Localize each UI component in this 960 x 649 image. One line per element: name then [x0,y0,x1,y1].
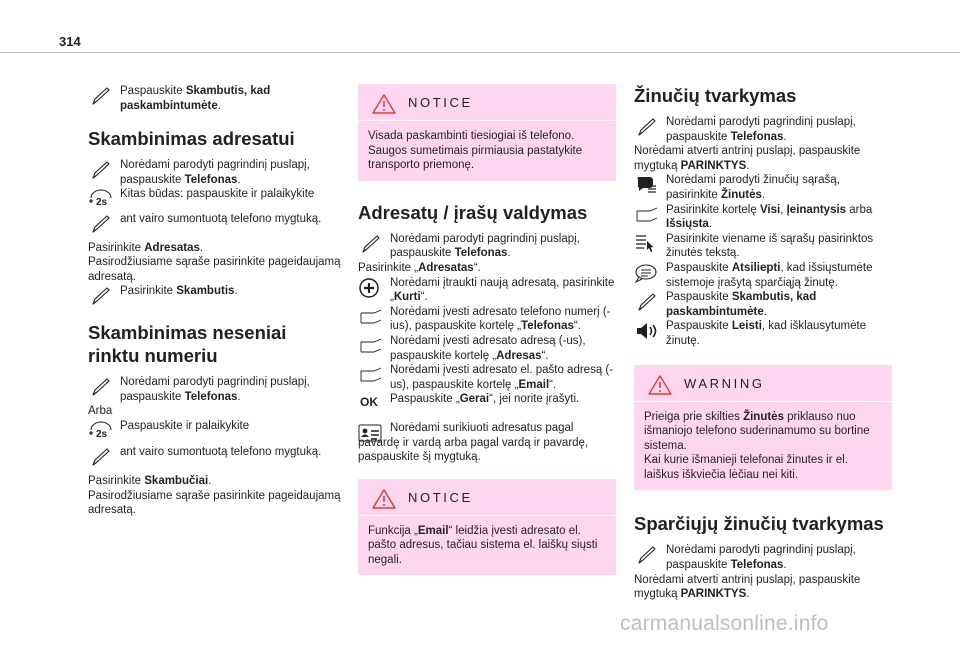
notice-box-2 [358,479,616,576]
text: . [237,173,241,186]
text: Pasirinkite [88,474,145,487]
text: Norėdami parodyti pagrindinį puslapį, paspauskite [120,159,310,186]
text: Norėdami įvesti adresato telefono numerį (-ius), paspauskite kortelę „ [390,305,611,333]
text: Pasirinkite „ [358,261,419,274]
notice-header [368,487,606,511]
top-divider [0,52,960,53]
step-address-tab [358,334,616,363]
para-options-2 [634,573,892,602]
text: Pasirinkite kortelę [666,203,760,216]
step-call [634,290,892,319]
bold-text: Telefonas [184,173,238,186]
speaker-icon [634,320,660,342]
text: . [199,241,204,254]
pen-icon [358,233,384,255]
bold-text: Gerai [459,393,490,406]
text: . [746,159,750,172]
bold-text: Kurti [393,291,421,304]
step-tabs [634,203,892,232]
bold-text: Įeinantysis [786,203,847,216]
text: Norėdami įvesti adresato el. pašto adresą (-us), paspauskite kortelę „ [390,364,614,391]
text: Norėdami atverti antrinį puslapį, paspauskite mygtuką [634,573,861,601]
sort-contacts-icon [358,422,384,444]
text: . [237,390,241,403]
text: Paspauskite „ [390,393,460,406]
bold-text: Skambučiai [144,474,209,487]
tab-card-icon [358,306,384,328]
step-sort [358,421,616,465]
pen-icon [634,544,660,566]
message-list-icon [634,174,660,196]
text: “ leidžia įvesti adresato el. pašto adresus, tačiau sistema el. laiškų siųsti negali. [368,524,598,566]
step-ok [358,392,616,410]
text: Paspauskite [666,261,732,274]
bold-text: Adresas [496,349,542,362]
notice-divider [358,120,616,121]
column-1 [88,84,346,518]
text: Pasirinkite [88,241,145,254]
text: arba [846,203,873,216]
heading-quick-messages: Sparčiųjų žinučių tvarkymas [634,513,884,535]
notice-header [368,92,606,116]
text: Paspauskite [120,85,186,97]
step-call [88,84,346,113]
text: Pasirodžiusiame sąraše pasirinkite pageidaujamą adresatą. [88,256,341,283]
text: . [783,559,787,572]
pen-icon [88,446,114,468]
text: . [761,188,766,201]
watermark: carmanualsonline.info [620,612,829,635]
text: Paspauskite [666,320,732,333]
select-list-icon [634,233,660,255]
bold-text: Adresatas [144,241,200,254]
notice-text: Visada paskambinti tiesiogiai iš telefono. Saugos sumetimais pirmiausia pastatykite transporto priemonę. [368,130,583,172]
badge-2s-label: 2s [96,428,108,440]
bold-text: Telefonas [730,559,784,572]
bold-text: Išsiųsta [666,218,709,231]
heading-messages: Žinučių tvarkymas [634,85,797,106]
bold-text: Skambutis [176,285,235,298]
phone-2s-icon [88,188,114,210]
text: . [708,218,713,231]
text: “. [549,378,557,391]
text: . [783,130,787,143]
pen-icon [88,376,114,398]
bold-text: Žinutės [743,410,784,423]
step-show-home-2 [634,543,892,572]
notice-text [368,524,606,568]
step-press-hold-2 [88,419,346,440]
warning-divider [634,401,892,402]
para-options [634,144,892,173]
heading-contacts: Adresatų / įrašų valdymas [358,201,588,223]
phone-2s-icon [88,420,114,442]
step-steering-button [88,212,346,227]
bold-text: Email [518,378,550,391]
text: Norėdami parodyti pagrindinį puslapį, paspauskite [666,544,856,572]
warning-triangle-icon [372,94,396,114]
step-show-home [358,232,616,261]
text: , kad išklausytumėte žinutę. [666,320,867,347]
bold-text: Skambutis, kad paskambintumėte [120,85,271,112]
text: , kad išsiųstumėte sistemoje įrašytą sparčiąją žinutę. [666,261,873,289]
bold-text: Email [417,524,449,537]
text: Pasirinkite [120,285,177,298]
text: Norėdami įtraukti naują adresatą, pasirinkite „ [390,276,615,304]
plus-circle-icon [358,277,384,299]
text: . [507,247,511,260]
bold-text: Skambutis, kad paskambintumėte [666,291,817,318]
pen-icon [634,116,660,138]
bold-text: Leisti [731,320,762,333]
text: Kitas būdas: paspauskite ir palaikykite [120,188,315,201]
step-select-call [88,284,346,299]
text: . [234,285,238,298]
text: ant vairo sumontuotą telefono mygtuką. [120,212,322,225]
pen-icon [88,159,114,181]
step-create [358,276,616,305]
text: Pasirodžiusiame sąraše pasirinkite pageidaujamą adresatą. [88,489,341,517]
pen-icon [88,85,114,107]
tab-card-icon [634,204,660,226]
text: . [208,474,212,487]
text: Norėdami parodyti žinučių sąrašą, pasirinkite [666,174,840,201]
tab-card-icon [358,364,384,386]
tab-card-icon [358,335,384,357]
step-phone-tab [358,305,616,334]
para-select-calls [88,474,346,518]
step-play [634,319,892,348]
bold-text: PARINKTYS [680,159,747,172]
bold-text: Visi [759,203,781,216]
text-or: Arba [88,405,113,418]
bold-text: Žinutės [720,188,762,201]
bold-text: PARINKTYS [680,588,747,601]
column-3 [634,84,892,602]
text: Funkcija „ [368,524,418,537]
pen-icon [88,285,114,307]
warning-triangle-icon [372,489,396,509]
text: priklauso nuo išmaniojo telefono suderinamumo su bortine sistema. [644,410,870,452]
text: Norėdami surikiuoti adresatus pagal pavardę ir vardą arba pagal vardą ir pavardę, paspauskite šį mygtuką. [358,421,589,464]
text: ant vairo sumontuotą telefono mygtuką. [120,446,322,459]
para-select-contact [358,261,616,276]
text: “. [573,320,581,333]
reply-icon [634,262,660,284]
text: “. [473,261,481,274]
text: “. [420,291,428,304]
text: Norėdami atverti antrinį puslapį, paspauskite mygtuką [634,145,861,172]
text: . [763,305,767,318]
notice-box-1 [358,84,616,181]
step-press-hold [88,187,346,209]
step-steering-button-2 [88,445,346,460]
text: Paspauskite [666,291,732,304]
text: Norėdami parodyti pagrindinį puslapį, paspauskite [390,232,580,260]
notice-divider [358,515,616,516]
page-number: 314 [59,34,81,49]
para-select-contact [88,241,346,285]
step-select-text [634,232,892,261]
notice-title: NOTICE [408,489,473,505]
text: Norėdami įvesti adresato adresą (-us), paspauskite kortelę „ [390,334,586,362]
text: Prieiga prie skilties [644,410,744,423]
text: Pasirinkite viename iš sąrašų pasirinktos žinutės tekstą. [666,232,874,260]
text: “, jei norite įrašyti. [489,393,580,406]
text: . [746,588,750,601]
warning-box [634,365,892,491]
text: Norėdami parodyti pagrindinį puslapį, paspauskite [120,375,310,403]
bold-text: Telefonas [454,247,508,260]
step-show-home [88,158,346,187]
text: Paspauskite ir palaikykite [120,419,250,432]
pen-icon [88,213,114,235]
heading-recent-call: Skambinimas neseniai rinktu numeriu [88,321,287,366]
warning-triangle-icon [648,375,672,395]
warning-header [644,373,882,397]
column-2 [358,84,616,575]
step-show-home-2 [88,375,346,404]
bold-text: Adresatas [418,261,474,274]
bold-text: Atsiliepti [731,261,781,274]
bold-text: Telefonas [521,320,574,333]
pen-icon [634,291,660,313]
text: , [780,203,787,216]
badge-2s-label: 2s [96,197,108,209]
text: Kai kurie išmanieji telefonai žinutes ir el. laiškus iškviečia lėčiau nei kiti. [644,454,848,481]
text: . [217,99,221,112]
notice-title: NOTICE [408,95,473,110]
step-messages [634,173,892,202]
warning-text [644,410,882,483]
ok-icon: OK [360,395,378,410]
bold-text: Telefonas [730,130,784,143]
warning-title: WARNING [684,375,765,391]
bold-text: Telefonas [184,390,238,403]
step-email-tab [358,363,616,392]
text: Norėdami parodyti pagrindinį puslapį, paspauskite [666,116,856,143]
heading-call-contact: Skambinimas adresatui [88,128,295,150]
step-reply [634,261,892,290]
step-show-home [634,115,892,144]
text: “. [541,349,549,362]
